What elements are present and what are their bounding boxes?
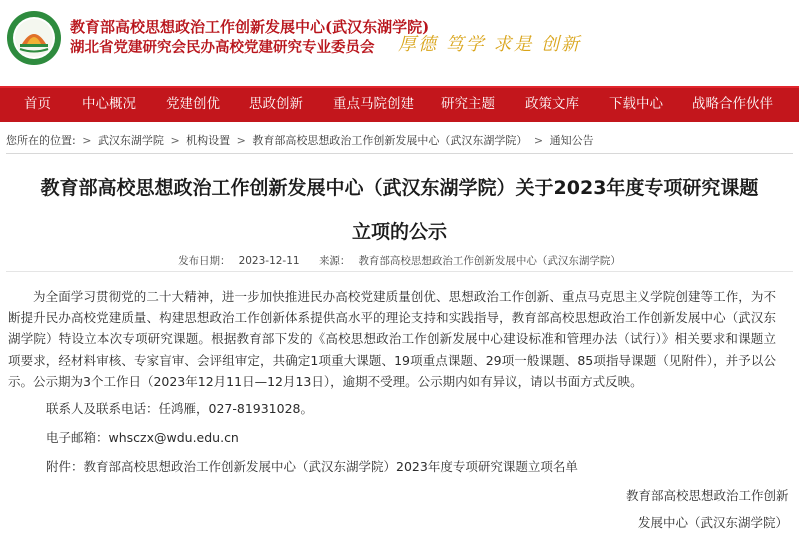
nav-item-ideology[interactable]: 思政创新 (249, 96, 303, 112)
meta-divider (6, 271, 793, 272)
breadcrumb-item-organization[interactable]: 机构设置 (186, 134, 231, 147)
breadcrumb-divider (6, 153, 793, 154)
nav-item-downloads[interactable]: 下载中心 (609, 96, 663, 112)
publish-date: 2023-12-11 (238, 255, 300, 267)
contact-info: 联系人及联系电话：任鸿雁，027-81931028。 (46, 401, 313, 416)
nav-item-marxism-school[interactable]: 重点马院创建 (333, 96, 414, 112)
nav-item-overview[interactable]: 中心概况 (82, 96, 136, 112)
site-header (0, 0, 799, 86)
article-meta (0, 253, 799, 268)
source-label: 来源： (318, 255, 351, 267)
article-body: 为全面学习贯彻党的二十大精神，进一步加快推进民办高校党建质量创优、思想政治工作创新、重点马克思主义学院创建等工作，为不断提升民办高校党建质量、构建思想政治工作创新体系提供高水平的理论支持和实践指导，教育部高校思想政治工作创新发展中心（武汉东湖学院）特设立本次专项研究课题。根据教育部下发的《高校思想政治工作创新发展中心建设标准和管理办法（试行）》相关要求和课题立项要求，经材料审核、专家盲审、会评组审定，共确定1项重大课题、19项重点课题、29项一般课题、85项指导课题（见附件），并予以公示。公示期为3个工作日（2023年12月11日—12月13日），逾期不受理。公示期内如有异议，请以书面方式反映。 (8, 289, 776, 389)
article-source: 教育部高校思想政治工作创新发展中心（武汉东湖学院） (358, 255, 621, 267)
breadcrumb-separator: > (533, 134, 544, 147)
motto: 厚德 笃学 求是 创新 (398, 34, 582, 55)
breadcrumb-separator: > (170, 134, 180, 147)
nav-item-party-building[interactable]: 党建创优 (166, 96, 220, 112)
breadcrumb (6, 131, 594, 151)
article-title-line2: 立项的公示 (351, 221, 447, 243)
attachment-link[interactable]: 附件：教育部高校思想政治工作创新发展中心（武汉东湖学院）2023年度专项研究课题立项名单 (46, 459, 578, 474)
signature-line1: 教育部高校思想政治工作创新 (626, 488, 789, 503)
org-name: 教育部高校思想政治工作创新发展中心(武汉东湖学院) (70, 18, 430, 36)
main-nav (0, 86, 799, 122)
university-logo-icon[interactable] (6, 10, 62, 66)
org-subtitle: 湖北省党建研究会民办高校党建研究专业委员会 (70, 39, 375, 56)
signature-line2: 发展中心（武汉东湖学院） (638, 515, 789, 530)
breadcrumb-item-university[interactable]: 武汉东湖学院 (97, 134, 164, 147)
article-title (6, 166, 793, 254)
breadcrumb-prefix: 您所在的位置: (6, 134, 76, 147)
nav-item-partners[interactable]: 战略合作伙伴 (692, 96, 773, 112)
article-title-line1: 教育部高校思想政治工作创新发展中心（武汉东湖学院）关于2023年度专项研究课题 (40, 177, 759, 199)
date-label: 发布日期： (178, 255, 231, 267)
breadcrumb-separator: > (82, 134, 92, 147)
breadcrumb-item-center[interactable]: 教育部高校思想政治工作创新发展中心（武汉东湖学院） (252, 134, 528, 147)
breadcrumb-item-notices[interactable]: 通知公告 (549, 134, 594, 147)
nav-item-home[interactable]: 首页 (24, 96, 51, 112)
breadcrumb-separator: > (236, 134, 246, 147)
nav-item-research-topics[interactable]: 研究主题 (441, 96, 495, 112)
nav-item-policy-library[interactable]: 政策文库 (525, 96, 579, 112)
email-info[interactable]: 电子邮箱：whsczx@wdu.edu.cn (46, 430, 239, 445)
